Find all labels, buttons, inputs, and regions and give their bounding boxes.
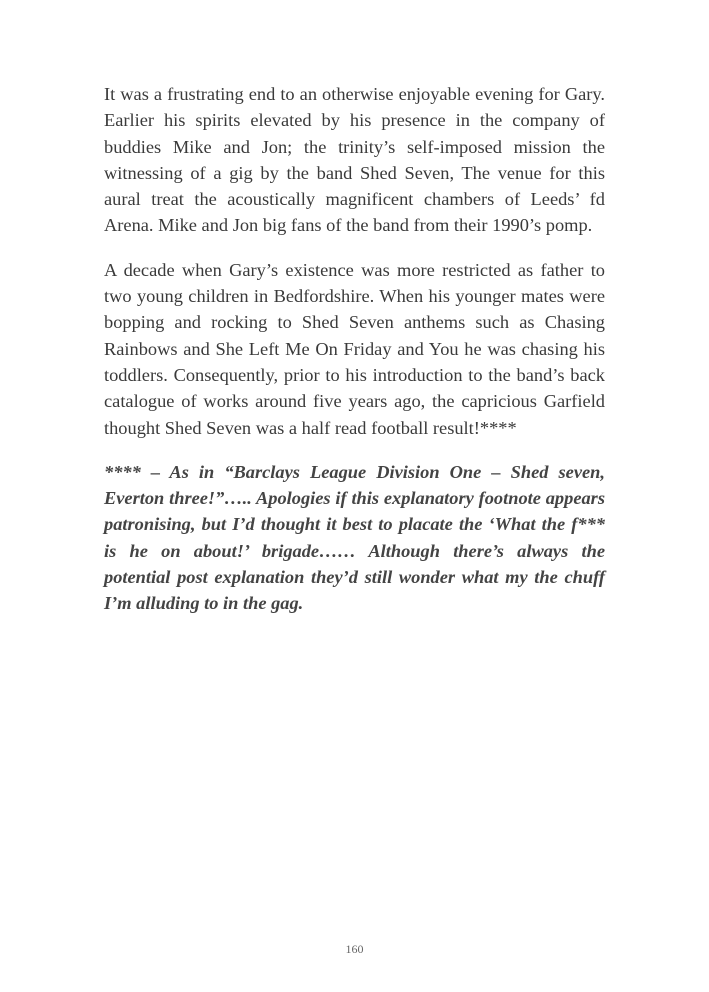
paragraph-1: It was a frustrating end to an otherwise enjoyable evening for Gary. Earlier his spirits elevated by his presence in the company of buddies Mike and Jon; the trinity’s self-imposed mission the witnessing of a gig by the band Shed Seven, The venue for this aural treat the acoustically magnificent chambers of Leeds’ fd Arena. Mike and Jon big fans of the band from their 1990’s pomp.: [104, 84, 605, 236]
page-number: 160: [345, 942, 364, 956]
paragraph-2: A decade when Gary’s existence was more restricted as father to two young children in Bedfordshire. When his younger mates were bopping and rocking to Shed Seven anthems such as Chasing Rainbows and She Left Me On Friday and You he was chasing his toddlers. Consequently, prior to his introduction to the band’s back catalogue of works around five years ago, the capricious Garfield thought Shed Seven was a half read football result!****: [104, 259, 605, 438]
footnote: **** – As in “Barclays League Division One – Shed seven, Everton three!”….. Apologies if this explanatory footnote appears patronising, but I’d thought it best to placate the ‘What the f*** is he on about!’ brigade…… Although there’s always the potential post explanation they’d still wonder what my the chuff I’m alluding to in the gag.: [104, 461, 605, 614]
body-text: [104, 81, 605, 617]
